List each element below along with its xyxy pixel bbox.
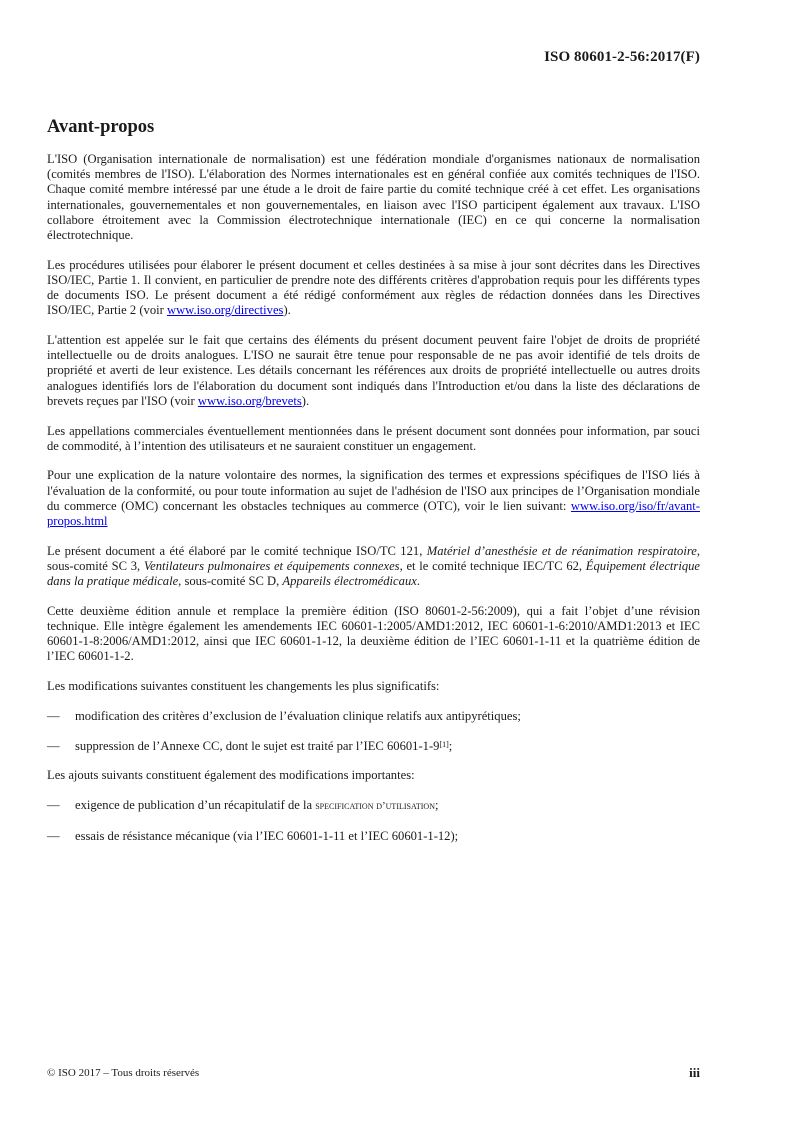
list-item-text xyxy=(75,739,700,754)
subcommittee-name: Ventilateurs pulmonaires et équipements connexes xyxy=(143,558,400,573)
page-number: iii xyxy=(689,1065,700,1080)
link-avant-propos[interactable]: www.iso.org/iso/fr/avant-propos.html xyxy=(47,498,700,529)
list-item-text: modification des critères d’exclusion de l’évaluation clinique relatifs aux antipyrétiques; xyxy=(75,708,521,723)
document-id: ISO 80601-2-56:2017(F) xyxy=(544,49,700,65)
list-item-text xyxy=(75,798,700,814)
list-item-text: exigence de publication d’un récapitulatif de la xyxy=(75,798,316,812)
paragraph-text: Le présent document a été élaboré par le comité technique ISO/TC 121, xyxy=(47,543,427,558)
list-item xyxy=(47,739,700,754)
list-item xyxy=(47,709,700,724)
paragraph-text: Les procédures utilisées pour élaborer le présent document et celles destinées à sa mise à jour sont décrites dans les Directives ISO/IEC, Partie 1. Il convient, en particulier de prendre note des différents critères d'approbation requis pour les différents types de documents ISO. Le présent document a été rédigé conformément aux règles de rédaction données dans les Directives ISO/IEC, Partie 2 (voir xyxy=(47,257,700,318)
paragraph-changes-intro: Les modifications suivantes constituent les changements les plus significatifs: xyxy=(47,679,440,694)
defined-term: specification d’utilisation xyxy=(315,800,435,812)
dash-bullet: — xyxy=(47,708,60,723)
dash-bullet: — xyxy=(47,828,60,843)
paragraph-patents xyxy=(47,333,700,409)
paragraph-text: , et le comité technique IEC/TC 62, xyxy=(399,558,586,573)
paragraph-text: , sous-comité SC 3, xyxy=(47,543,700,573)
paragraph-voluntary-nature xyxy=(47,468,700,529)
list-item-text: suppression de l’Annexe CC, dont le sujet est traité par l’IEC 60601-1-9 xyxy=(75,738,440,753)
committee-name: Équipement électrique dans la pratique médicale xyxy=(47,558,701,589)
link-directives[interactable]: www.iso.org/directives xyxy=(166,303,284,318)
list-item-text: essais de résistance mécanique (via l’IEC 60601-1-11 et l’IEC 60601-1-12); xyxy=(75,828,459,843)
reference-citation[interactable]: [1] xyxy=(439,739,449,749)
paragraph-committee xyxy=(47,544,700,590)
list-item-text: ; xyxy=(434,798,439,812)
subcommittee-name: Appareils électromédicaux xyxy=(282,574,417,589)
committee-name: Matériel d’anesthésie et de réanimation respiratoire xyxy=(426,543,697,558)
paragraph-text: . xyxy=(416,574,420,589)
paragraph-iso-intro: L'ISO (Organisation internationale de normalisation) est une fédération mondiale d'organismes nationaux de normalisation (comités membres de l'ISO). L'élaboration des Normes internationales est en général confiée aux comités techniques de l'ISO. Chaque comité membre intéressé par une étude a le droit de faire partie du comité technique créé à cet effet. Les organisations internationales, gouvernementales et non gouvernementales, en liaison avec l'ISO participent également aux travaux. L'ISO collabore étroitement avec la Commission électrotechnique internationale (IEC) en ce qui concerne la normalisation électrotechnique. xyxy=(47,152,700,243)
list-item-text: ; xyxy=(448,738,453,753)
page-title: Avant-propos xyxy=(47,117,155,137)
paragraph-text: L'attention est appelée sur le fait que certains des éléments du présent document peuvent faire l'objet de droits de propriété intellectuelle ou de droits analogues. L'ISO ne saurait être tenue pour responsable de ne pas avoir identifié de tels droits de propriété et averti de leur existence. Les détails concernant les références aux droits de propriété intellectuelle ou autres droits analogues identifiés lors de l'élaboration du document sont indiqués dans l'Introduction et/ou dans la liste des déclarations de brevets reçues par l'ISO (voir xyxy=(47,333,700,408)
foreword-body xyxy=(47,152,700,858)
dash-bullet: — xyxy=(47,798,60,812)
paragraph-text: ). xyxy=(283,303,291,318)
paragraph-procedures xyxy=(47,258,700,319)
paragraph-edition: Cette deuxième édition annule et remplace la première édition (ISO 80601-2-56:2009), qui a fait l’objet d’une révision technique. Elle intègre également les amendements IEC 60601-1:2005/AMD1:2012, IEC 60601-1-6:2010/AMD1:2013 et IEC 60601-1-8:2006/AMD1:2012, ainsi que IEC 60601-1-12, la deuxième édition de l’IEC 60601-1-11 et la quatrième édition de l’IEC 60601-1-2. xyxy=(47,603,700,664)
list-item xyxy=(47,829,700,844)
paragraph-additions-intro: Les ajouts suivants constituent également des modifications importantes: xyxy=(47,768,415,783)
paragraph-text: ). xyxy=(301,393,310,408)
dash-bullet: — xyxy=(47,738,60,753)
paragraph-trade-names: Les appellations commerciales éventuellement mentionnées dans le présent document sont données pour information, par souci de commodité, à l’intention des utilisateurs et ne sauraient constituer un engagement. xyxy=(47,423,700,453)
link-brevets[interactable]: www.iso.org/brevets xyxy=(197,393,302,408)
list-item xyxy=(47,798,700,814)
copyright-notice: © ISO 2017 – Tous droits réservés xyxy=(47,1067,200,1079)
paragraph-text: Pour une explication de la nature volontaire des normes, la signification des termes et expressions spécifiques de l'ISO liés à l'évaluation de la conformité, ou pour toute information au sujet de l'adhésion de l'ISO aux principes de l’Organisation mondiale du commerce (OMC) concernant les obstacles techniques au commerce (OTC), voir le lien suivant: xyxy=(47,468,700,513)
paragraph-text: , sous-comité SC D, xyxy=(178,574,283,589)
